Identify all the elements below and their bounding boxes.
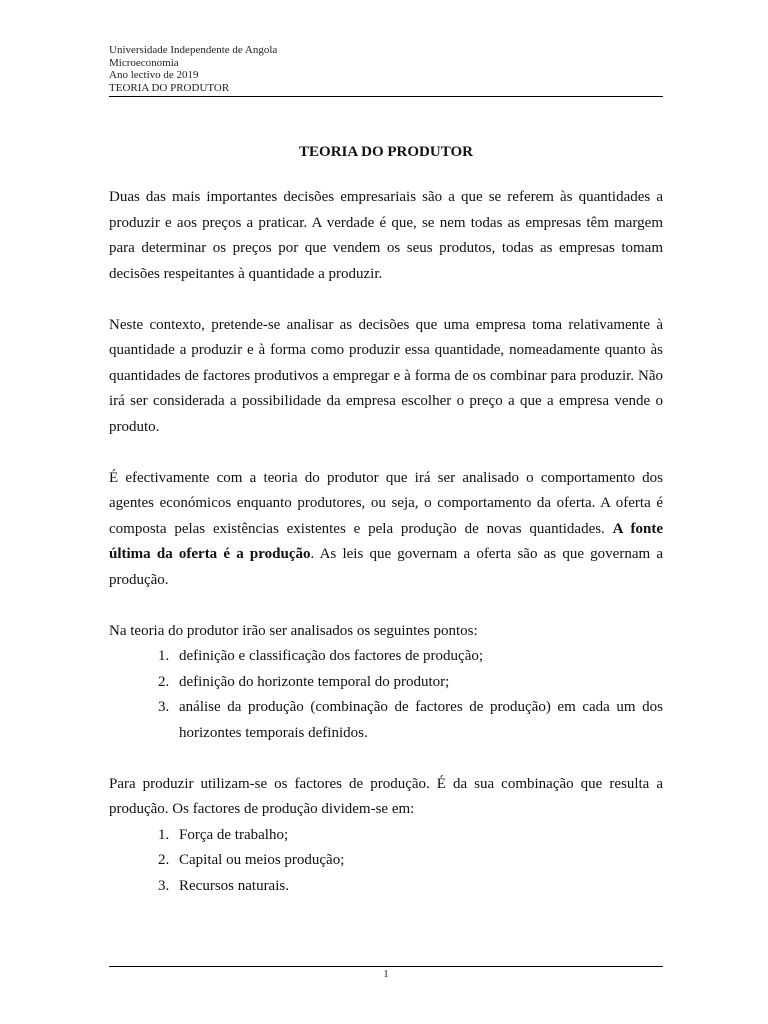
list-item: 2. Capital ou meios produção; [173,848,663,874]
list-analysis-points [109,644,663,746]
list-item: 1. definição e classificação dos factores de produção; [173,644,663,670]
list-production-factors [109,823,663,900]
paragraph-3-text-start: É efectivamente com a teoria do produtor que irá ser analisado o comportamento dos agentes económicos enquanto produtores, ou seja, o comportamento da oferta. A oferta é composta pelas existências existentes e pela produção de novas quantidades. [109,469,663,537]
paragraph-1: Duas das mais importantes decisões empresariais são a que se referem às quantidades a produzir e aos preços a praticar. A verdade é que, se nem todas as empresas têm margem para determinar os preços por que vendem os seus produtos, todas as empresas tomam decisões respeitantes à quantidade a produzir. [109,189,663,282]
paragraph-3-text-end: . As leis que governam a oferta são as que governam a produção. [109,546,663,588]
list-item: 1. Força de trabalho; [173,823,663,849]
paragraph-3 [109,466,663,594]
header-institution: Universidade Independente de Angola [109,44,278,56]
list-item: 3. análise da produção (combinação de factores de produção) em cada um dos horizontes temporais definidos. [173,695,663,746]
footer-rule [109,966,663,967]
list-item: 3. Recursos naturais. [173,874,663,900]
list-item: 2. definição do horizonte temporal do produtor; [173,670,663,696]
paragraph-5: Para produzir utilizam-se os factores de produção. É da sua combinação que resulta a produção. Os factores de produção dividem-se em: [109,775,663,817]
header-year: Ano lectivo de 2019 [109,69,199,81]
running-header [109,44,663,97]
paragraph-3-bold: A fonte última da oferta é a produção [109,520,663,562]
page-title: TEORIA DO PRODUTOR [299,144,473,160]
header-course: Microeconomia [109,56,179,69]
document-body [109,185,663,925]
paragraph-4: Na teoria do produtor irão ser analisados os seguintes pontos: [109,622,478,639]
header-topic: TEORIA DO PRODUTOR [109,81,230,94]
paragraph-2: Neste contexto, pretende-se analisar as decisões que uma empresa toma relativamente à quantidade a produzir e à forma como produzir essa quantidade, nomeadamente quanto às quantidades de factores produtivos a empregar e à forma de os combinar para produzir. Não irá ser considerada a possibilidade da empresa escolher o preço a que a empresa vende o produto. [109,316,663,435]
page-number: 1 [383,969,389,980]
